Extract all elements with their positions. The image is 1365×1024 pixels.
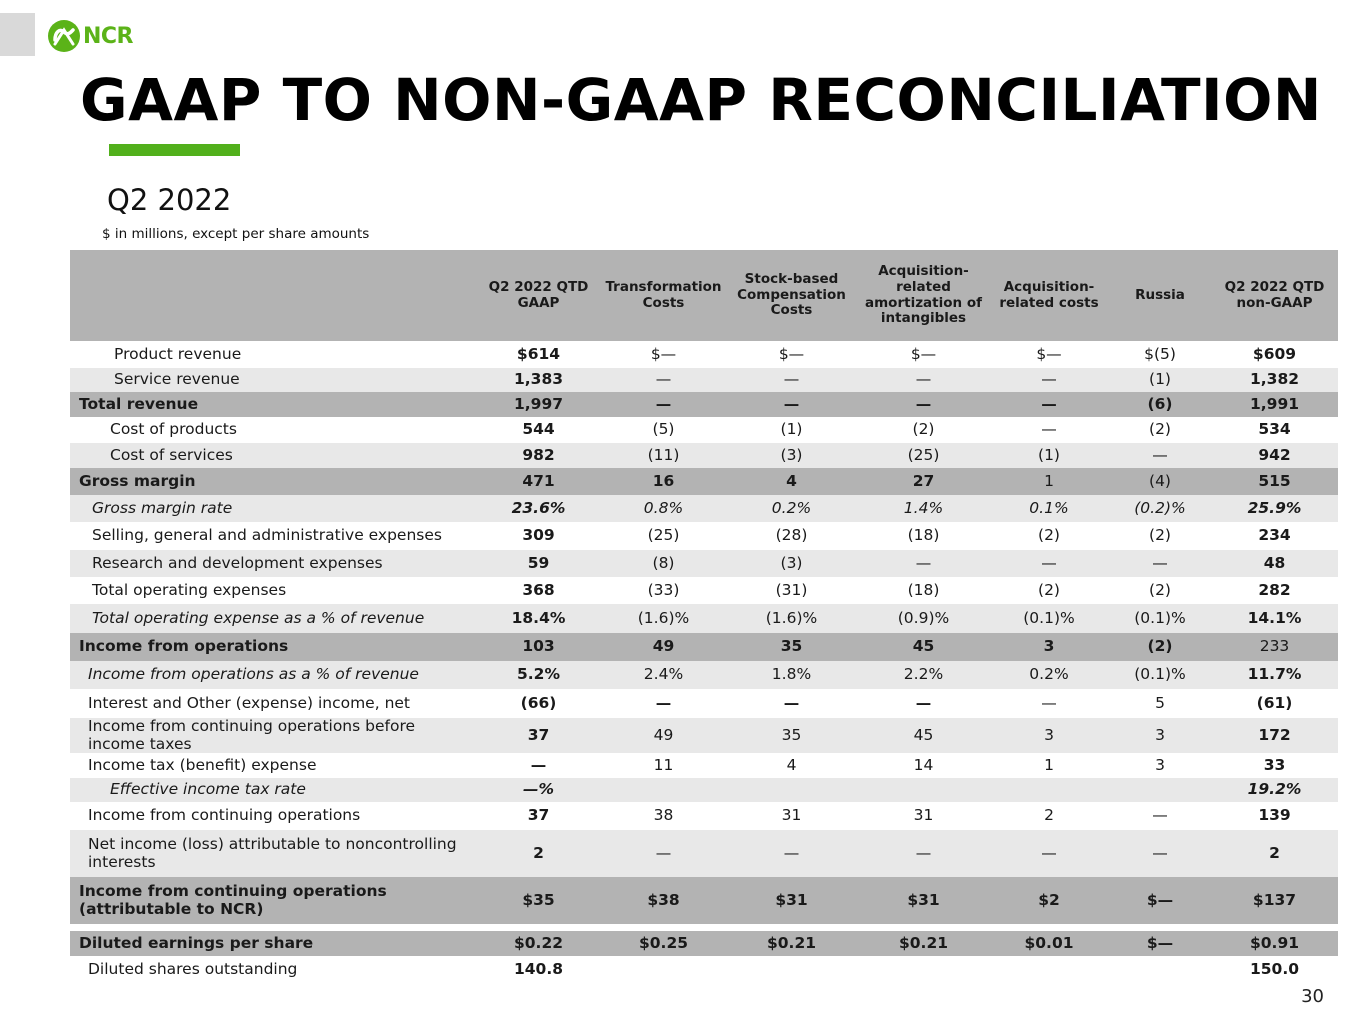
- table-cell: 35: [725, 718, 858, 753]
- row-label: Income from continuing operations: [70, 802, 475, 830]
- table-cell: $—: [1109, 877, 1211, 924]
- table-row: [70, 802, 1338, 830]
- header-non-gaap: Q2 2022 QTD non-GAAP: [1211, 250, 1338, 341]
- table-row: [70, 753, 1338, 778]
- table-cell: 103: [475, 633, 602, 661]
- table-cell: 0.1%: [989, 495, 1109, 522]
- table-row: [70, 956, 1338, 983]
- table-cell: (33): [602, 577, 725, 604]
- table-cell: 139: [1211, 802, 1338, 830]
- table-cell: [602, 778, 725, 802]
- table-cell: —: [1109, 802, 1211, 830]
- table-row: [70, 495, 1338, 522]
- row-label: Diluted earnings per share: [70, 931, 475, 956]
- table-cell: (25): [602, 522, 725, 550]
- table-cell: 233: [1211, 633, 1338, 661]
- table-cell: 31: [725, 802, 858, 830]
- table-cell: 48: [1211, 550, 1338, 577]
- table-cell: 2.4%: [602, 661, 725, 689]
- table-cell: 35: [725, 633, 858, 661]
- table-cell: (5): [602, 417, 725, 443]
- table-cell: —: [475, 753, 602, 778]
- table-row: [70, 718, 1338, 753]
- table-cell: —: [989, 550, 1109, 577]
- table-cell: —: [725, 830, 858, 877]
- table-cell: 1: [989, 468, 1109, 495]
- table-cell: 5: [1109, 689, 1211, 718]
- table-cell: $—: [1109, 931, 1211, 956]
- table-cell: —: [602, 368, 725, 392]
- table-cell: 59: [475, 550, 602, 577]
- header-transformation: Transformation Costs: [602, 250, 725, 341]
- table-cell: 282: [1211, 577, 1338, 604]
- table-cell: $—: [858, 341, 989, 368]
- table-cell: —: [858, 392, 989, 417]
- table-cell: [602, 956, 725, 983]
- table-header-row: [70, 250, 1338, 341]
- row-label: Cost of products: [70, 417, 475, 443]
- table-cell: (2): [1109, 522, 1211, 550]
- table-row: [70, 877, 1338, 924]
- table-cell: 515: [1211, 468, 1338, 495]
- table-cell: (25): [858, 443, 989, 468]
- table-cell: (31): [725, 577, 858, 604]
- table-cell: 14: [858, 753, 989, 778]
- table-row: [70, 633, 1338, 661]
- table-cell: (1.6)%: [725, 604, 858, 633]
- table-cell: (11): [602, 443, 725, 468]
- table-cell: $609: [1211, 341, 1338, 368]
- row-label: Income from operations: [70, 633, 475, 661]
- table-cell: (0.2)%: [1109, 495, 1211, 522]
- row-label: Income from operations as a % of revenue: [70, 661, 475, 689]
- table-cell: (1): [1109, 368, 1211, 392]
- table-cell: 37: [475, 718, 602, 753]
- table-cell: 37: [475, 802, 602, 830]
- table-cell: 309: [475, 522, 602, 550]
- table-cell: 38: [602, 802, 725, 830]
- table-cell: (18): [858, 577, 989, 604]
- table-row: [70, 522, 1338, 550]
- table-cell: (61): [1211, 689, 1338, 718]
- table-cell: —: [989, 689, 1109, 718]
- table-cell: 368: [475, 577, 602, 604]
- table-cell: 544: [475, 417, 602, 443]
- table-cell: $0.22: [475, 931, 602, 956]
- period-heading: Q2 2022: [107, 183, 232, 217]
- ncr-logo: [46, 18, 133, 54]
- table-cell: $0.21: [725, 931, 858, 956]
- row-label: Total operating expenses: [70, 577, 475, 604]
- table-row: [70, 689, 1338, 718]
- reconciliation-table: [70, 250, 1338, 983]
- table-cell: [989, 956, 1109, 983]
- table-cell: 4: [725, 468, 858, 495]
- table-cell: —: [602, 830, 725, 877]
- table-cell: —: [725, 392, 858, 417]
- header-russia: Russia: [1109, 250, 1211, 341]
- table-cell: —: [725, 689, 858, 718]
- table-cell: 0.2%: [725, 495, 858, 522]
- table-row: [70, 417, 1338, 443]
- table-cell: (2): [989, 522, 1109, 550]
- page-number: 30: [1301, 986, 1324, 1007]
- row-label: Total revenue: [70, 392, 475, 417]
- table-cell: 1,991: [1211, 392, 1338, 417]
- table-cell: (2): [1109, 577, 1211, 604]
- table-cell: —: [1109, 830, 1211, 877]
- table-cell: [858, 778, 989, 802]
- table-cell: —: [858, 830, 989, 877]
- table-cell: 1.8%: [725, 661, 858, 689]
- table-cell: 2: [989, 802, 1109, 830]
- table-cell: (18): [858, 522, 989, 550]
- table-cell: —: [1109, 443, 1211, 468]
- table-cell: —: [1109, 550, 1211, 577]
- row-label: Gross margin rate: [70, 495, 475, 522]
- table-cell: $0.21: [858, 931, 989, 956]
- table-cell: (2): [1109, 417, 1211, 443]
- table-cell: (2): [858, 417, 989, 443]
- table-row: [70, 778, 1338, 802]
- table-cell: 49: [602, 718, 725, 753]
- table-cell: 45: [858, 718, 989, 753]
- table-cell: (2): [989, 577, 1109, 604]
- table-cell: $(5): [1109, 341, 1211, 368]
- table-cell: —: [602, 689, 725, 718]
- table-cell: —: [858, 550, 989, 577]
- row-label: Service revenue: [70, 368, 475, 392]
- table-cell: [989, 778, 1109, 802]
- table-cell: (66): [475, 689, 602, 718]
- table-cell: (0.1)%: [1109, 661, 1211, 689]
- title-accent-rule: [109, 144, 240, 156]
- table-cell: $614: [475, 341, 602, 368]
- table-cell: 31: [858, 802, 989, 830]
- corner-tab: [0, 13, 35, 56]
- table-cell: $35: [475, 877, 602, 924]
- table-cell: (2): [1109, 633, 1211, 661]
- table-cell: (0.9)%: [858, 604, 989, 633]
- table-cell: (8): [602, 550, 725, 577]
- table-row: [70, 661, 1338, 689]
- table-cell: $31: [725, 877, 858, 924]
- table-cell: —: [602, 392, 725, 417]
- table-cell: —: [725, 368, 858, 392]
- table-cell: 3: [989, 633, 1109, 661]
- table-cell: $0.25: [602, 931, 725, 956]
- table-cell: 534: [1211, 417, 1338, 443]
- table-cell: —: [858, 368, 989, 392]
- table-cell: 234: [1211, 522, 1338, 550]
- table-cell: 11: [602, 753, 725, 778]
- table-row: [70, 341, 1338, 368]
- row-label: Income from continuing operations (attributable to NCR): [70, 877, 475, 924]
- table-cell: $38: [602, 877, 725, 924]
- row-label: Net income (loss) attributable to noncontrolling interests: [70, 830, 475, 877]
- table-cell: $—: [602, 341, 725, 368]
- table-row: [70, 368, 1338, 392]
- row-label: Income from continuing operations before income taxes: [70, 718, 475, 753]
- table-cell: 27: [858, 468, 989, 495]
- row-label: Effective income tax rate: [70, 778, 475, 802]
- row-label: Income tax (benefit) expense: [70, 753, 475, 778]
- table-row: [70, 550, 1338, 577]
- table-cell: 5.2%: [475, 661, 602, 689]
- table-cell: (4): [1109, 468, 1211, 495]
- table-cell: (1): [989, 443, 1109, 468]
- table-cell: [858, 956, 989, 983]
- table-row: [70, 577, 1338, 604]
- ncr-logo-icon: [46, 18, 82, 54]
- logo-text: NCR: [83, 23, 133, 49]
- table-cell: 1: [989, 753, 1109, 778]
- row-label: Cost of services: [70, 443, 475, 468]
- table-cell: 49: [602, 633, 725, 661]
- table-cell: 11.7%: [1211, 661, 1338, 689]
- table-cell: 2.2%: [858, 661, 989, 689]
- table-cell: (1): [725, 417, 858, 443]
- table-cell: $—: [725, 341, 858, 368]
- table-cell: 25.9%: [1211, 495, 1338, 522]
- table-cell: 3: [1109, 753, 1211, 778]
- header-label: [70, 250, 475, 341]
- table-cell: 471: [475, 468, 602, 495]
- table-cell: 2: [1211, 830, 1338, 877]
- table-cell: (28): [725, 522, 858, 550]
- units-note: $ in millions, except per share amounts: [102, 226, 370, 242]
- table-cell: 45: [858, 633, 989, 661]
- table-cell: 942: [1211, 443, 1338, 468]
- table-cell: 33: [1211, 753, 1338, 778]
- table-cell: 982: [475, 443, 602, 468]
- table-cell: —: [989, 392, 1109, 417]
- table-cell: 3: [1109, 718, 1211, 753]
- row-label: Research and development expenses: [70, 550, 475, 577]
- table-cell: 23.6%: [475, 495, 602, 522]
- table-cell: (0.1)%: [1109, 604, 1211, 633]
- table-cell: 172: [1211, 718, 1338, 753]
- table-cell: [1109, 778, 1211, 802]
- table-cell: $31: [858, 877, 989, 924]
- table-cell: $0.91: [1211, 931, 1338, 956]
- table-cell: [1109, 956, 1211, 983]
- table-cell: —: [858, 689, 989, 718]
- row-label: Selling, general and administrative expenses: [70, 522, 475, 550]
- table-cell: 19.2%: [1211, 778, 1338, 802]
- table-cell: 0.2%: [989, 661, 1109, 689]
- row-label: Gross margin: [70, 468, 475, 495]
- table-row: [70, 931, 1338, 956]
- table-row: [70, 392, 1338, 417]
- table-cell: [725, 956, 858, 983]
- header-acquisition-costs: Acquisition-related costs: [989, 250, 1109, 341]
- table-cell: $137: [1211, 877, 1338, 924]
- table-cell: —: [989, 368, 1109, 392]
- table-cell: —%: [475, 778, 602, 802]
- table-cell: —: [989, 417, 1109, 443]
- table-cell: 140.8: [475, 956, 602, 983]
- row-label: Product revenue: [70, 341, 475, 368]
- table-cell: 150.0: [1211, 956, 1338, 983]
- table-cell: 4: [725, 753, 858, 778]
- page-title: GAAP TO NON-GAAP RECONCILIATION: [80, 66, 1322, 134]
- table-cell: (0.1)%: [989, 604, 1109, 633]
- table-row: [70, 443, 1338, 468]
- table-cell: 1,383: [475, 368, 602, 392]
- table-row: [70, 468, 1338, 495]
- table-cell: $—: [989, 341, 1109, 368]
- table-cell: 14.1%: [1211, 604, 1338, 633]
- row-label: Diluted shares outstanding: [70, 956, 475, 983]
- table-row: [70, 830, 1338, 877]
- table-cell: (1.6)%: [602, 604, 725, 633]
- table-cell: [725, 778, 858, 802]
- table-cell: 1,382: [1211, 368, 1338, 392]
- row-label: Interest and Other (expense) income, net: [70, 689, 475, 718]
- row-label: Total operating expense as a % of revenue: [70, 604, 475, 633]
- spacer-cell: [70, 924, 1338, 931]
- table-cell: —: [989, 830, 1109, 877]
- table-cell: 0.8%: [602, 495, 725, 522]
- table-cell: (6): [1109, 392, 1211, 417]
- header-gaap: Q2 2022 QTD GAAP: [475, 250, 602, 341]
- table-cell: $0.01: [989, 931, 1109, 956]
- table-cell: 2: [475, 830, 602, 877]
- table-cell: 1,997: [475, 392, 602, 417]
- table-row: [70, 604, 1338, 633]
- header-stock-based: Stock-based Compensation Costs: [725, 250, 858, 341]
- table-spacer-row: [70, 924, 1338, 931]
- table-cell: (3): [725, 443, 858, 468]
- table-cell: 3: [989, 718, 1109, 753]
- table-cell: 18.4%: [475, 604, 602, 633]
- table-cell: $2: [989, 877, 1109, 924]
- table-cell: 1.4%: [858, 495, 989, 522]
- table-cell: (3): [725, 550, 858, 577]
- header-amortization: Acquisition-related amortization of intangibles: [858, 250, 989, 341]
- table-cell: 16: [602, 468, 725, 495]
